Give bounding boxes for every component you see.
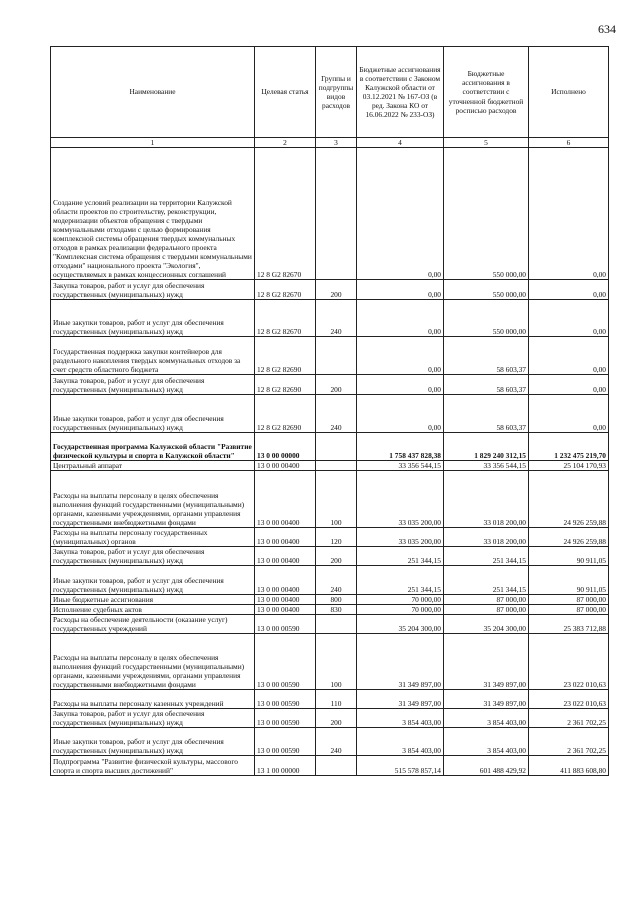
- row-name: Государственная программа Калужской области "Развитие физической культуры и спорта в Калужской области": [51, 433, 255, 461]
- row-name: Государственная поддержка закупки контейнеров для раздельного накопления твердых коммунальных отходов за счет средств областного бюджета: [51, 337, 255, 375]
- row-name: Расходы на выплаты персоналу государственных (муниципальных) органов: [51, 528, 255, 547]
- row-refined-amount: 550 000,00: [444, 300, 529, 337]
- row-executed-amount: 1 232 475 219,70: [529, 433, 609, 461]
- row-group: 110: [316, 690, 357, 709]
- row-law-amount: 1 758 437 828,38: [357, 433, 444, 461]
- row-law-amount: 31 349 897,00: [357, 634, 444, 690]
- header-name: Наименование: [51, 47, 255, 138]
- row-law-amount: 70 000,00: [357, 605, 444, 615]
- row-article: 12 8 G2 82690: [255, 395, 316, 433]
- row-group: 830: [316, 605, 357, 615]
- row-executed-amount: 2 361 702,25: [529, 728, 609, 756]
- header-law: Бюджетные ассигнования в соответствии с Законом Калужской области от 03.12.2021 № 167-ОЗ (в ред. Закона КО от 16.06.2022 № 233-ОЗ): [357, 47, 444, 138]
- row-executed-amount: 90 911,05: [529, 566, 609, 595]
- row-article: 12 8 G2 82670: [255, 148, 316, 280]
- row-article: 13 0 00 00400: [255, 471, 316, 528]
- row-executed-amount: 0,00: [529, 337, 609, 375]
- table-body: [51, 148, 609, 776]
- row-article: 13 0 00 00400: [255, 547, 316, 566]
- row-executed-amount: 23 022 010,63: [529, 634, 609, 690]
- table-row: [51, 337, 609, 375]
- table-row: [51, 461, 609, 471]
- row-executed-amount: 0,00: [529, 375, 609, 395]
- table-row: [51, 709, 609, 728]
- table-row: [51, 690, 609, 709]
- row-article: 12 8 G2 82690: [255, 375, 316, 395]
- row-name: Иные бюджетные ассигнования: [51, 595, 255, 605]
- table-row: [51, 566, 609, 595]
- row-group: 800: [316, 595, 357, 605]
- row-group: 100: [316, 471, 357, 528]
- row-article: 13 0 00 00400: [255, 461, 316, 471]
- row-article: 13 0 00 00590: [255, 728, 316, 756]
- row-law-amount: 0,00: [357, 300, 444, 337]
- row-article: 13 0 00 00400: [255, 528, 316, 547]
- table-row: [51, 634, 609, 690]
- row-group: 100: [316, 634, 357, 690]
- row-group: [316, 615, 357, 634]
- row-group: [316, 337, 357, 375]
- row-law-amount: 0,00: [357, 148, 444, 280]
- header-article: Целевая статья: [255, 47, 316, 138]
- column-number: 1: [51, 138, 255, 148]
- row-law-amount: 0,00: [357, 375, 444, 395]
- row-group: [316, 148, 357, 280]
- row-name: Закупка товаров, работ и услуг для обеспечения государственных (муниципальных) нужд: [51, 280, 255, 300]
- column-number: 2: [255, 138, 316, 148]
- row-name: Центральный аппарат: [51, 461, 255, 471]
- column-number: 3: [316, 138, 357, 148]
- row-refined-amount: 87 000,00: [444, 595, 529, 605]
- row-refined-amount: 31 349 897,00: [444, 690, 529, 709]
- page-number: 634: [598, 22, 616, 36]
- column-number-row: [51, 138, 609, 148]
- row-refined-amount: 35 204 300,00: [444, 615, 529, 634]
- header-row: [51, 47, 609, 138]
- table-row: [51, 395, 609, 433]
- row-name: Создание условий реализации на территории Калужской области проектов по строительству, реконструкции, модернизации объектов обращения с твердыми коммунальными отходами с целью формирования комплексной системы обращения твердых коммунальных отходов в рамках реализации федерального проекта "Комплексная система обращения с твердыми коммунальными отходами" национального проекта "Экология", осуществляемых в рамках концессионных соглашений: [51, 148, 255, 280]
- row-refined-amount: 33 018 200,00: [444, 471, 529, 528]
- row-refined-amount: 550 000,00: [444, 148, 529, 280]
- row-executed-amount: 0,00: [529, 300, 609, 337]
- row-law-amount: 70 000,00: [357, 595, 444, 605]
- table-row: [51, 605, 609, 615]
- row-executed-amount: 87 000,00: [529, 595, 609, 605]
- row-refined-amount: 87 000,00: [444, 605, 529, 615]
- column-number: 6: [529, 138, 609, 148]
- row-executed-amount: 24 926 259,88: [529, 528, 609, 547]
- row-group: 200: [316, 547, 357, 566]
- row-group: 240: [316, 300, 357, 337]
- row-law-amount: 3 854 403,00: [357, 728, 444, 756]
- row-executed-amount: 2 361 702,25: [529, 709, 609, 728]
- row-group: 120: [316, 528, 357, 547]
- row-executed-amount: 411 883 608,80: [529, 756, 609, 776]
- row-article: 13 0 00 00590: [255, 615, 316, 634]
- row-group: [316, 756, 357, 776]
- table-row: [51, 471, 609, 528]
- row-article: 13 1 00 00000: [255, 756, 316, 776]
- table-row: [51, 280, 609, 300]
- table-row: [51, 528, 609, 547]
- row-article: 13 0 00 00400: [255, 595, 316, 605]
- row-refined-amount: 550 000,00: [444, 280, 529, 300]
- row-executed-amount: 0,00: [529, 395, 609, 433]
- row-law-amount: 3 854 403,00: [357, 709, 444, 728]
- row-refined-amount: 251 344,15: [444, 566, 529, 595]
- row-refined-amount: 31 349 897,00: [444, 634, 529, 690]
- row-law-amount: 33 035 200,00: [357, 528, 444, 547]
- budget-table: [50, 46, 609, 776]
- row-executed-amount: 23 022 010,63: [529, 690, 609, 709]
- row-article: 13 0 00 00400: [255, 605, 316, 615]
- row-law-amount: 515 578 857,14: [357, 756, 444, 776]
- table-row: [51, 300, 609, 337]
- table-row: [51, 595, 609, 605]
- row-name: Иные закупки товаров, работ и услуг для обеспечения государственных (муниципальных) нужд: [51, 728, 255, 756]
- row-name: Закупка товаров, работ и услуг для обеспечения государственных (муниципальных) нужд: [51, 375, 255, 395]
- row-law-amount: 0,00: [357, 280, 444, 300]
- row-group: 240: [316, 728, 357, 756]
- row-refined-amount: 33 356 544,15: [444, 461, 529, 471]
- row-executed-amount: 24 926 259,88: [529, 471, 609, 528]
- row-refined-amount: 251 344,15: [444, 547, 529, 566]
- row-refined-amount: 58 603,37: [444, 375, 529, 395]
- row-law-amount: 0,00: [357, 395, 444, 433]
- row-name: Подпрограмма "Развитие физической культуры, массового спорта и спорта высших достижений": [51, 756, 255, 776]
- row-executed-amount: 87 000,00: [529, 605, 609, 615]
- row-refined-amount: 58 603,37: [444, 395, 529, 433]
- row-executed-amount: 25 104 170,93: [529, 461, 609, 471]
- table-row: [51, 547, 609, 566]
- row-group: [316, 461, 357, 471]
- row-article: 13 0 00 00590: [255, 634, 316, 690]
- row-refined-amount: 58 603,37: [444, 337, 529, 375]
- row-executed-amount: 90 911,05: [529, 547, 609, 566]
- row-name: Иные закупки товаров, работ и услуг для обеспечения государственных (муниципальных) нужд: [51, 566, 255, 595]
- row-article: 13 0 00 00400: [255, 566, 316, 595]
- row-group: 200: [316, 280, 357, 300]
- header-refined: Бюджетные ассигнования в соответствии с уточненной бюджетной росписью расходов: [444, 47, 529, 138]
- table-row: [51, 615, 609, 634]
- row-law-amount: 35 204 300,00: [357, 615, 444, 634]
- row-group: 200: [316, 709, 357, 728]
- row-article: 12 8 G2 82670: [255, 280, 316, 300]
- row-refined-amount: 1 829 240 312,15: [444, 433, 529, 461]
- row-article: 13 0 00 00590: [255, 690, 316, 709]
- row-executed-amount: 0,00: [529, 280, 609, 300]
- header-groups: Группы и подгруппы видов расходов: [316, 47, 357, 138]
- row-executed-amount: 25 383 712,88: [529, 615, 609, 634]
- row-name: Расходы на выплаты персоналу казенных учреждений: [51, 690, 255, 709]
- row-article: 12 8 G2 82670: [255, 300, 316, 337]
- row-name: Расходы на выплаты персоналу в целях обеспечения выполнения функций государственными (муниципальными) органами, казенными учреждениями, органами управления государственными внебюджетными фондами: [51, 471, 255, 528]
- table-row: [51, 148, 609, 280]
- row-name: Иные закупки товаров, работ и услуг для обеспечения государственных (муниципальных) нужд: [51, 300, 255, 337]
- row-article: 12 8 G2 82690: [255, 337, 316, 375]
- row-name: Расходы на выплаты персоналу в целях обеспечения выполнения функций государственными (муниципальными) органами, казенными учреждениями, органами управления государственными внебюджетными фондами: [51, 634, 255, 690]
- table-row: [51, 375, 609, 395]
- row-group: 240: [316, 395, 357, 433]
- column-number: 4: [357, 138, 444, 148]
- row-law-amount: 31 349 897,00: [357, 690, 444, 709]
- row-group: 240: [316, 566, 357, 595]
- row-name: Исполнение судебных актов: [51, 605, 255, 615]
- row-name: Закупка товаров, работ и услуг для обеспечения государственных (муниципальных) нужд: [51, 709, 255, 728]
- table-row: [51, 728, 609, 756]
- table-row: [51, 756, 609, 776]
- row-name: Закупка товаров, работ и услуг для обеспечения государственных (муниципальных) нужд: [51, 547, 255, 566]
- row-article: 13 0 00 00000: [255, 433, 316, 461]
- row-article: 13 0 00 00590: [255, 709, 316, 728]
- row-law-amount: 0,00: [357, 337, 444, 375]
- row-group: [316, 433, 357, 461]
- table-row: [51, 433, 609, 461]
- row-name: Иные закупки товаров, работ и услуг для обеспечения государственных (муниципальных) нужд: [51, 395, 255, 433]
- row-executed-amount: 0,00: [529, 148, 609, 280]
- row-law-amount: 33 356 544,15: [357, 461, 444, 471]
- row-refined-amount: 3 854 403,00: [444, 728, 529, 756]
- row-refined-amount: 33 018 200,00: [444, 528, 529, 547]
- row-name: Расходы на обеспечение деятельности (оказание услуг) государственных учреждений: [51, 615, 255, 634]
- row-group: 200: [316, 375, 357, 395]
- row-refined-amount: 3 854 403,00: [444, 709, 529, 728]
- header-executed: Исполнено: [529, 47, 609, 138]
- row-law-amount: 251 344,15: [357, 547, 444, 566]
- column-number: 5: [444, 138, 529, 148]
- row-law-amount: 33 035 200,00: [357, 471, 444, 528]
- row-refined-amount: 601 488 429,92: [444, 756, 529, 776]
- row-law-amount: 251 344,15: [357, 566, 444, 595]
